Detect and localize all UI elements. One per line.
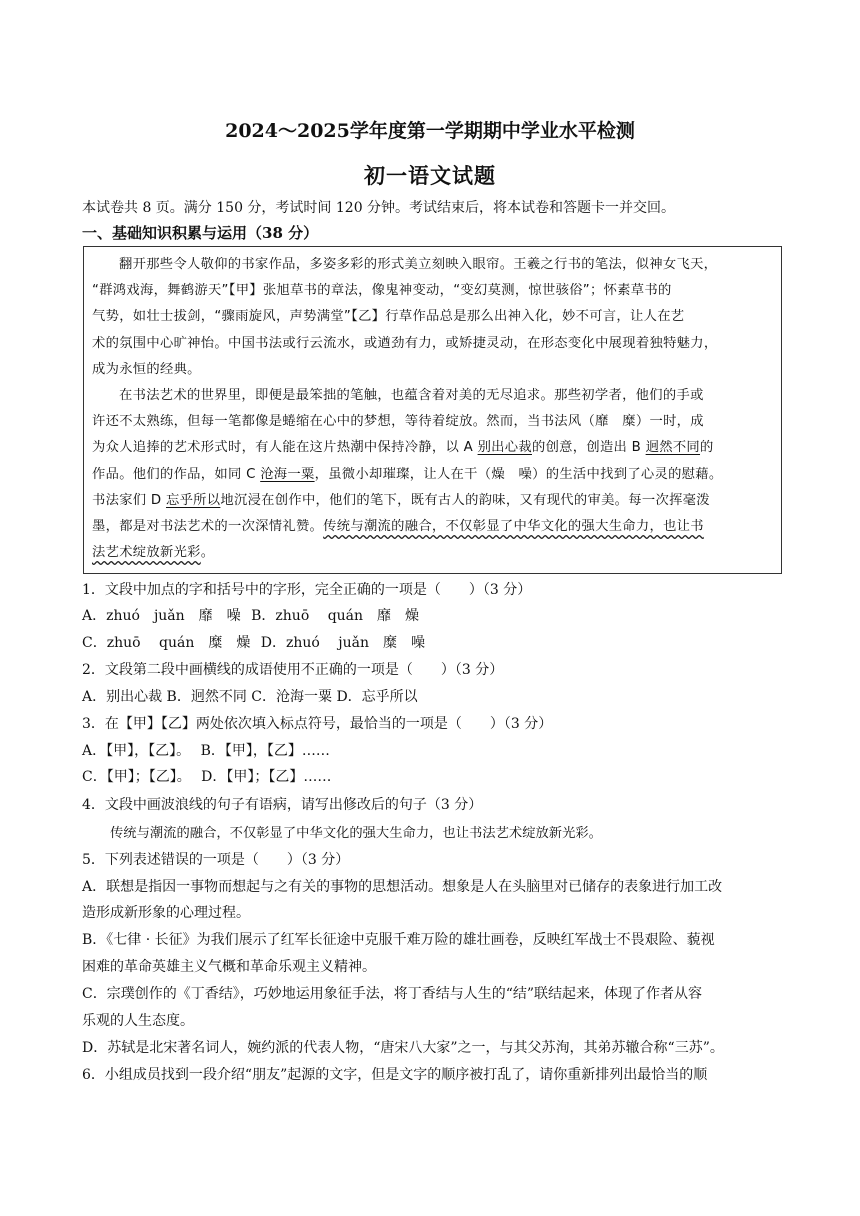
question-3-stem: 3．在【甲】【乙】两处依次填入标点符号，最恰当的一项是（ ）（3 分） bbox=[82, 716, 553, 732]
exam-subtitle: 初一语文试题 bbox=[364, 163, 496, 188]
question-4-sentence: 传统与潮流的融合，不仅彰显了中华文化的强大生命力，也让书法艺术绽放新光彩。 bbox=[110, 826, 602, 841]
question-5-option-c-cont: 乐观的人生态度。 bbox=[82, 1013, 194, 1029]
question-3-options-row-2 bbox=[82, 767, 782, 787]
underlined-idiom-d: 忘乎所以 bbox=[165, 492, 221, 508]
passage-paragraph-1 bbox=[92, 252, 774, 383]
passage-line: “群鸿戏海，舞鹤游天”【甲】张旭草书的章法，像鬼神变动，“变幻莫测，惊世骇俗”；怀素草书的 bbox=[92, 283, 672, 299]
passage-line bbox=[92, 435, 774, 461]
section-heading: 一、基础知识积累与运用（38 分） bbox=[82, 224, 319, 242]
exam-title: 2024～2025学年度第一学期期中学业水平检测 bbox=[225, 120, 635, 142]
underlined-idiom-a: 别出心裁 bbox=[477, 440, 532, 456]
text: 书法家们 D bbox=[92, 492, 166, 508]
text: 的创意，创造出 B bbox=[531, 440, 646, 456]
option-b[interactable]: B．zhuō quán 靡 燥 bbox=[251, 608, 420, 624]
underlined-idiom-b: 迥然不同 bbox=[645, 440, 701, 456]
text: 。 bbox=[200, 545, 215, 561]
text: 墨，都是对书法艺术的一次深情礼赞。 bbox=[92, 519, 324, 535]
option-d[interactable]: D．【甲】；【乙】…… bbox=[201, 769, 332, 785]
question-1-stem: 1．文段中加点的字和括号中的字形，完全正确的一项是（ ）（3 分） bbox=[82, 582, 532, 598]
text: 作品。他们的作品，如同 C bbox=[92, 466, 261, 482]
passage-line bbox=[92, 514, 774, 540]
text: ，虽微小却璀璨，让人在干（燥 噪）的生活中找到了心灵的慰藉。 bbox=[314, 466, 723, 482]
wavy-sentence: 传统与潮流的融合，不仅彰显了中华文化的强大生命力，也让书 bbox=[323, 519, 704, 535]
passage-line bbox=[92, 462, 774, 488]
question-6-stem: 6．小组成员找到一段介绍“朋友”起源的文字，但是文字的顺序被打乱了，请你重新排列出最恰当的顺 bbox=[82, 1067, 708, 1083]
option-c[interactable]: C．zhuō quán 糜 燥 bbox=[82, 635, 251, 651]
question-5-option-c[interactable]: C．宗璞创作的《丁香结》，巧妙地运用象征手法，将丁香结与人生的“结”联结起来，体现了作者从容 bbox=[82, 986, 703, 1002]
question-5-option-b-cont: 困难的革命英雄主义气概和革命乐观主义精神。 bbox=[82, 959, 376, 975]
text: 地沉浸在创作中，他们的笔下，既有古人的韵味，又有现代的审美。每一次挥毫泼 bbox=[220, 492, 710, 508]
question-4-stem: 4．文段中画波浪线的句子有语病，请写出修改后的句子（3 分） bbox=[82, 797, 483, 813]
question-5-option-d[interactable]: D．苏轼是北宋著名词人，婉约派的代表人物，“唐宋八大家”之一，与其父苏洵，其弟苏辙合称“三苏”。 bbox=[82, 1040, 724, 1056]
question-5-option-a-cont: 造形成新形象的心理过程。 bbox=[82, 905, 250, 921]
question-1-options-row-1 bbox=[82, 606, 782, 626]
passage-paragraph-2 bbox=[92, 383, 774, 566]
passage-line bbox=[92, 488, 774, 514]
text: 的 bbox=[700, 440, 714, 456]
option-b[interactable]: B．【甲】，【乙】…… bbox=[200, 743, 330, 759]
passage-line: 气势，如壮士拔剑，“骤雨旋风，声势满堂”【乙】行草作品总是那么出神入化，妙不可言，让人在艺 bbox=[92, 309, 685, 325]
passage-line: 成为永恒的经典。 bbox=[92, 361, 201, 377]
question-2-options[interactable]: A．别出心裁 B．迥然不同 C．沧海一粟 D．忘乎所以 bbox=[82, 689, 418, 705]
underlined-idiom-c: 沧海一粟 bbox=[260, 466, 315, 482]
passage-line: 翻开那些令人敬仰的书家作品，多姿多彩的形式美立刻映入眼帘。王羲之行书的笔法，似神女飞天， bbox=[119, 257, 718, 272]
question-5-stem: 5．下列表述错误的一项是（ ）（3 分） bbox=[82, 852, 350, 868]
wavy-sentence: 法艺术绽放新光彩 bbox=[92, 545, 201, 561]
question-5-option-a[interactable]: A．联想是指因一事物而想起与之有关的事物的思想活动。想象是人在头脑里对已储存的表象进行加工改 bbox=[82, 879, 723, 895]
option-c[interactable]: C．【甲】；【乙】。 bbox=[82, 769, 191, 785]
option-a[interactable]: A．【甲】，【乙】。 bbox=[82, 743, 191, 759]
passage-line: 在书法艺术的世界里，即便是最笨拙的笔触，也蕴含着对美的无尽追求。那些初学者，他们的手或 bbox=[119, 388, 704, 403]
passage-line bbox=[92, 540, 774, 566]
passage-line: 术的氛围中心旷神怡。中国书法或行云流水，或遒劲有力，或矫捷灵动，在形态变化中展现着独特魅力， bbox=[92, 335, 718, 351]
option-a[interactable]: A．zhuó juǎn 靡 噪 bbox=[82, 608, 241, 624]
text: 为众人追捧的艺术形式时，有人能在这片热潮中保持冷静，以 A bbox=[92, 440, 478, 456]
instructions: 本试卷共 8 页。满分 150 分，考试时间 120 分钟。考试结束后，将本试卷和答题卡一并交回。 bbox=[82, 200, 676, 216]
question-2-stem: 2．文段第二段中画横线的成语使用不正确的一项是（ ）（3 分） bbox=[82, 662, 504, 678]
question-1-options-row-2 bbox=[82, 633, 782, 653]
option-d[interactable]: D．zhuó juǎn 糜 噪 bbox=[260, 635, 426, 651]
question-5-option-b[interactable]: B．《七律 · 长征》为我们展示了红军长征途中克服千难万险的雄壮画卷，反映红军战士不畏艰险、藐视 bbox=[82, 932, 715, 948]
question-3-options-row-1 bbox=[82, 741, 782, 761]
passage-line: 许还不太熟练，但每一笔都像是蜷缩在心中的梦想，等待着绽放。然而，当书法风（靡 糜）一时，成 bbox=[92, 414, 704, 430]
